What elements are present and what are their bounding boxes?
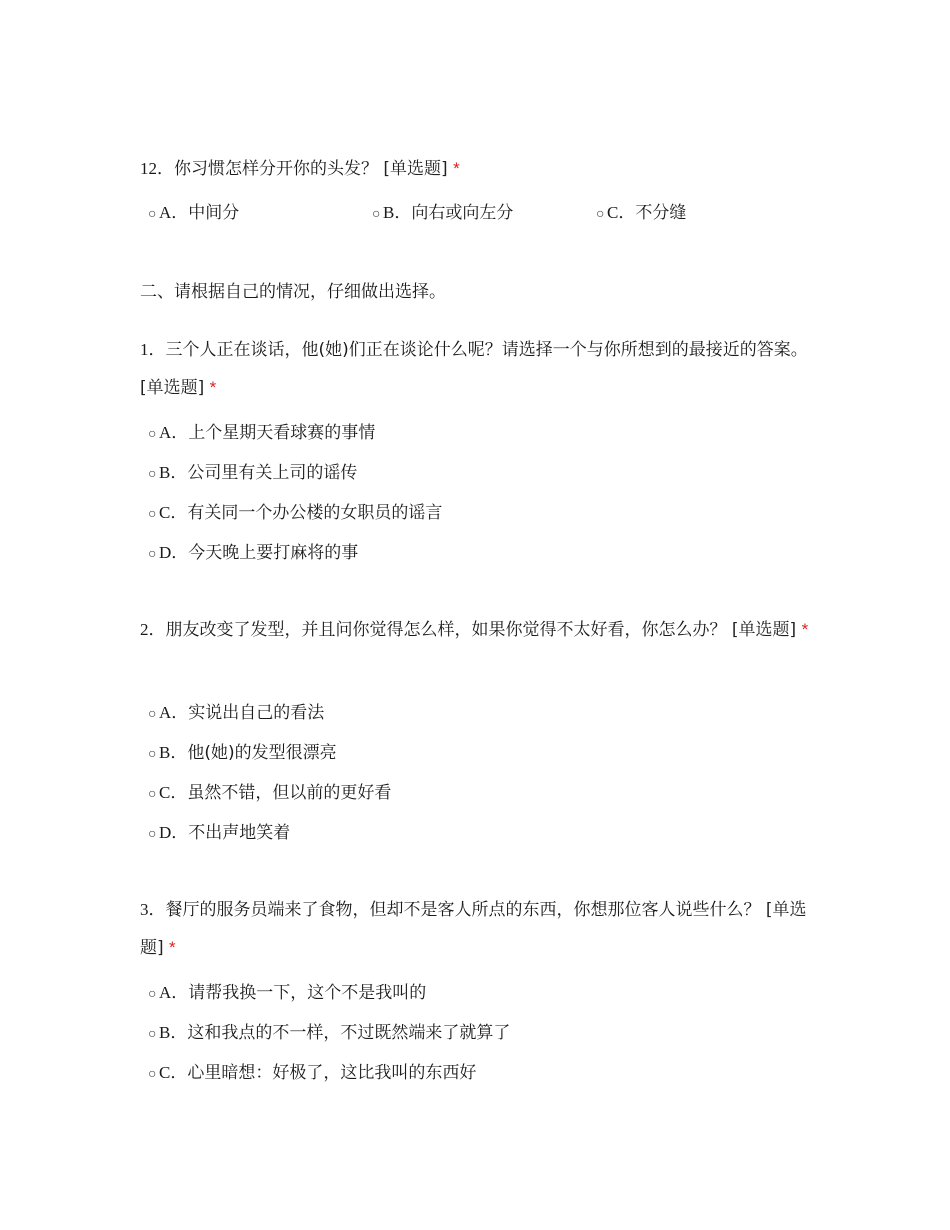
radio-icon[interactable]: ○ — [148, 547, 157, 562]
radio-icon[interactable]: ○ — [148, 207, 157, 222]
option-text: 上个星期天看球赛的事情 — [188, 423, 376, 443]
radio-icon[interactable]: ○ — [148, 1067, 157, 1082]
question-number: 1． — [140, 340, 166, 359]
radio-icon[interactable]: ○ — [148, 467, 157, 482]
option-text: 心里暗想：好极了，这比我叫的东西好 — [187, 1063, 477, 1083]
question-3-option-a[interactable] — [148, 981, 426, 1007]
question-type-tag: [单选题] — [140, 900, 807, 958]
question-12-title — [140, 150, 810, 188]
radio-icon[interactable]: ○ — [148, 427, 157, 442]
option-text: 请帮我换一下，这个不是我叫的 — [188, 983, 427, 1003]
question-text: 朋友改变了发型，并且问你觉得怎么样，如果你觉得不太好看，你怎么办？ — [165, 620, 727, 640]
option-text: 这和我点的不一样，不过既然端来了就算了 — [187, 1023, 511, 1043]
option-letter: C． — [159, 783, 188, 802]
option-letter: B． — [159, 1023, 188, 1042]
option-letter: B． — [159, 743, 188, 762]
required-marker: * — [453, 159, 460, 178]
question-2-option-d[interactable] — [148, 821, 290, 847]
question-1-option-b[interactable] — [148, 461, 357, 487]
option-text: 他(她)的发型很漂亮 — [187, 743, 337, 763]
question-2-option-b[interactable] — [148, 741, 337, 767]
option-text: 中间分 — [188, 203, 240, 223]
option-letter: D． — [159, 543, 189, 562]
required-marker: * — [209, 378, 217, 397]
option-letter: A． — [159, 423, 189, 442]
question-2-option-a[interactable] — [148, 701, 324, 727]
radio-icon[interactable]: ○ — [148, 747, 157, 762]
required-marker: * — [169, 938, 176, 957]
question-2-option-c[interactable] — [148, 781, 391, 807]
radio-icon[interactable]: ○ — [148, 1027, 157, 1042]
option-text: 公司里有关上司的谣传 — [187, 463, 358, 483]
question-type-tag: [单选题] — [383, 159, 448, 179]
option-text: 实说出自己的看法 — [188, 703, 325, 723]
question-12-option-c[interactable] — [596, 201, 686, 227]
radio-icon[interactable]: ○ — [596, 207, 605, 222]
option-text: 虽然不错，但以前的更好看 — [187, 783, 392, 803]
radio-icon[interactable]: ○ — [148, 507, 157, 522]
question-1-option-c[interactable] — [148, 501, 442, 527]
radio-icon[interactable]: ○ — [148, 707, 157, 722]
question-1-title — [140, 331, 810, 407]
required-marker: * — [801, 620, 809, 639]
option-text: 不出声地笑着 — [188, 823, 291, 843]
radio-icon[interactable]: ○ — [148, 987, 157, 1002]
radio-icon[interactable]: ○ — [148, 827, 157, 842]
question-type-tag: [单选题] — [140, 378, 205, 398]
radio-icon[interactable]: ○ — [372, 207, 381, 222]
question-number: 2． — [140, 620, 166, 639]
option-letter: D． — [159, 823, 189, 842]
option-letter: B． — [159, 463, 188, 482]
question-1-option-d[interactable] — [148, 541, 358, 567]
option-text: 今天晚上要打麻将的事 — [188, 543, 359, 563]
question-3-option-b[interactable] — [148, 1021, 510, 1047]
option-text: 不分缝 — [635, 203, 687, 223]
question-text: 你习惯怎样分开你的头发？ — [174, 159, 378, 179]
question-2-title — [140, 611, 810, 649]
question-number: 12． — [140, 159, 174, 178]
option-letter: C． — [159, 1063, 188, 1082]
option-letter: C． — [607, 203, 636, 222]
option-letter: B． — [383, 203, 412, 222]
question-3-option-c[interactable] — [148, 1061, 476, 1087]
option-text: 有关同一个办公楼的女职员的谣言 — [187, 503, 443, 523]
option-letter: C． — [159, 503, 188, 522]
question-text: 餐厅的服务员端来了食物，但却不是客人所点的东西，你想那位客人说些什么？ — [165, 900, 761, 920]
question-1-option-a[interactable] — [148, 421, 375, 447]
section-2-heading: 二、请根据自己的情况，仔细做出选择。 — [140, 282, 446, 302]
question-type-tag: [单选题] — [731, 620, 797, 640]
option-text: 向右或向左分 — [411, 203, 514, 223]
question-12-option-a[interactable] — [148, 201, 239, 227]
question-number: 3． — [140, 900, 166, 919]
radio-icon[interactable]: ○ — [148, 787, 157, 802]
option-letter: A． — [159, 983, 189, 1002]
question-3-title — [140, 891, 810, 967]
option-letter: A． — [159, 203, 189, 222]
option-letter: A． — [159, 703, 189, 722]
question-12-option-b[interactable] — [372, 201, 513, 227]
question-text: 三个人正在谈话，他(她)们正在谈论什么呢？请选择一个与你所想到的最接近的答案。 — [165, 340, 808, 360]
